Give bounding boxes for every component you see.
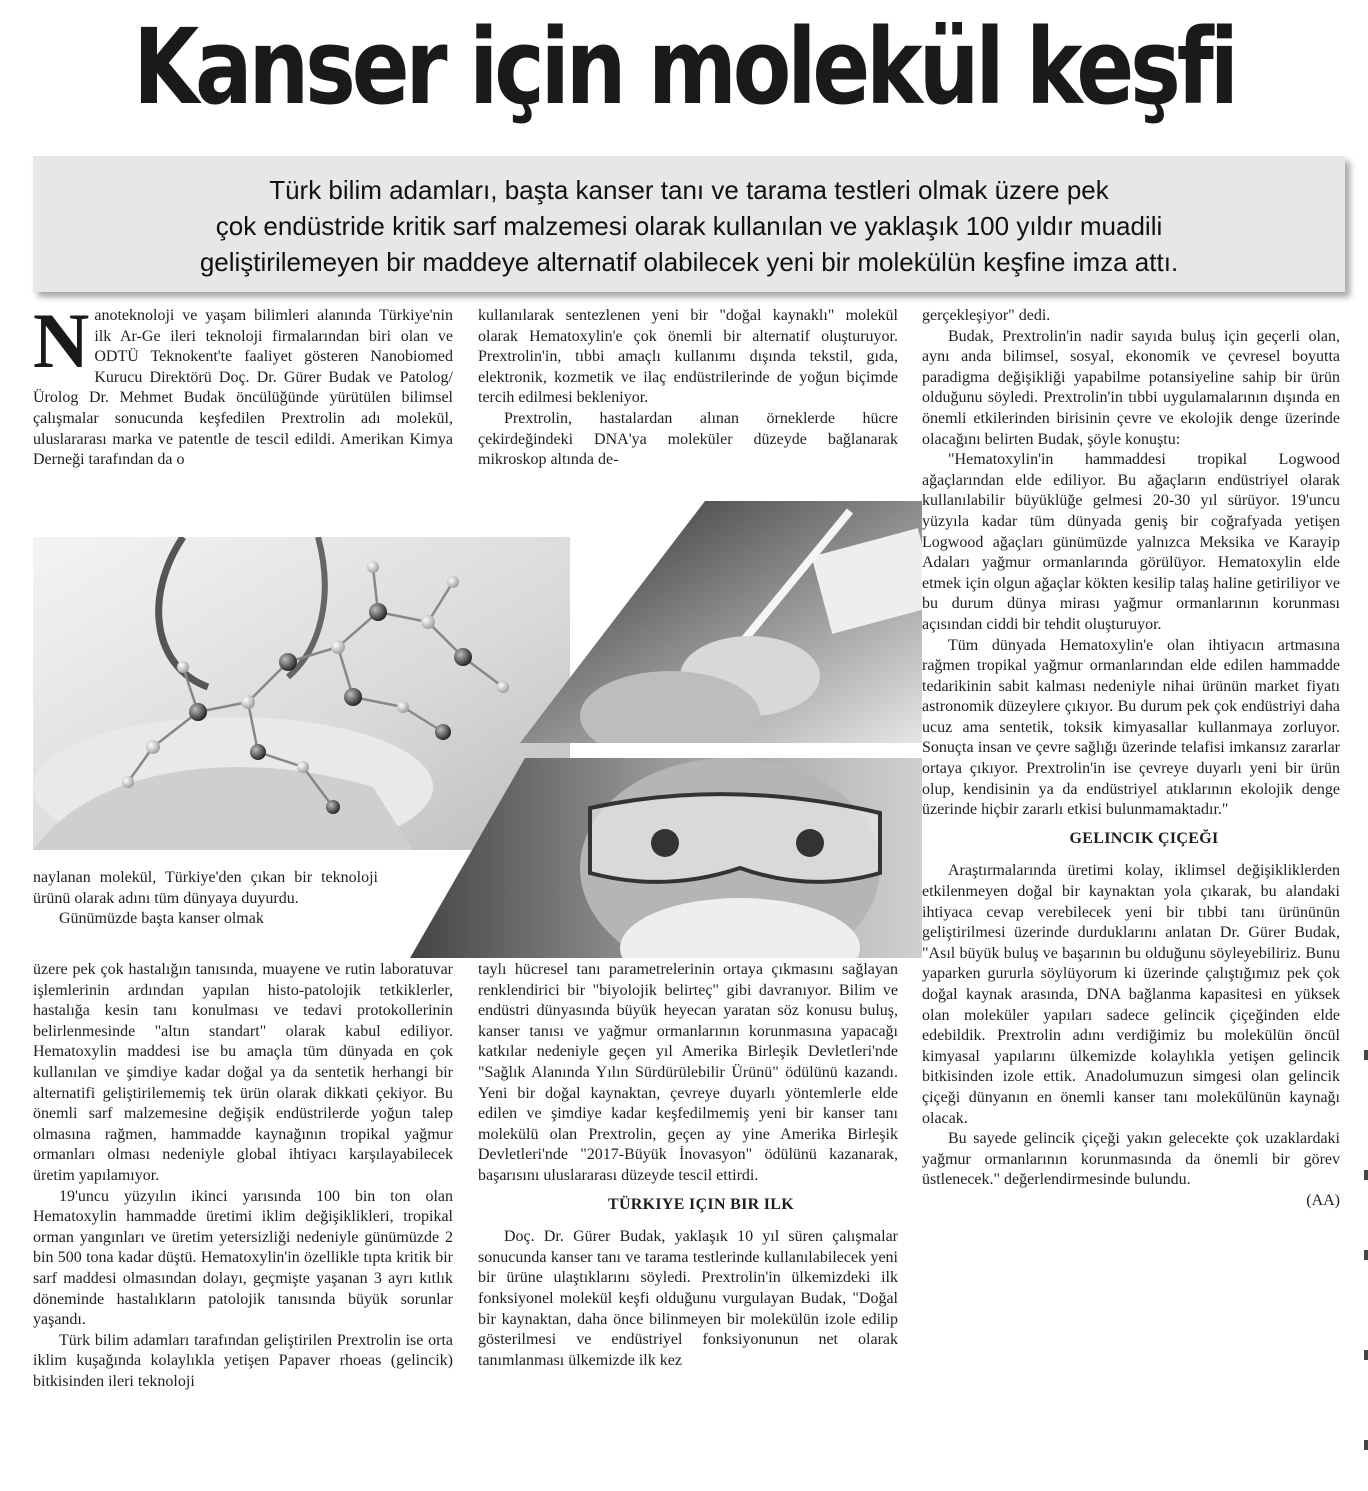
lead-line-3: geliştirilemeyen bir maddeye alternatif olabilecek yeni bir molekülün keşfine imza attı. <box>199 247 1179 277</box>
paragraph: üzere pek çok hastalığın tanısında, muayene ve rutin laboratuvar işlemlerinin ardından yapılan histo-patolojik tetkiklerler, hastalığa kesin tanı konulması ve tedavi protokollerinin belirlenmesinde "altın standart" olarak kabul ediliyor. Hematoxylin maddesi ise bu amaçla tüm dünyada en çok kullanılan ve şimdiye kadar doğal ya da sentetik herhangi bir alternatifi geliştirilememiş tek ürün olarak dikkati çekiyor. Bu önemli sarf malzemesine değişik endüstrilerde yoğun talep olmasına rağmen, hammadde kaynağının tropikal yağmur ormanları olması nedeniyle global ihtiyacı karşılayabilecek üretim yapılamıyor. <box>33 961 453 1184</box>
paragraph: Budak, Prextrolin'in nadir sayıda buluş için geçerli olan, aynı anda bilimsel, sosyal, ekonomik ve çevresel boyutta paradigma değişikliği yapabilme potansiyeline sahip bir ürün olduğunu söyledi. Prextrolin'in tıbbi uygulamalarının dışında en önemli etkilerinden birisinin çevre ve ekolojik denge üzerinde olacağını belirten Budak, şöyle konuştu: <box>922 327 1340 448</box>
paragraph: gerçekleşiyor" dedi. <box>922 307 1051 324</box>
lead-line-2: çok endüstride kritik sarf malzemesi olarak kullanılan ve yaklaşık 100 yıldır muadili <box>215 211 1163 241</box>
paragraph: Tüm dünyada Hematoxylin'e olan ihtiyacın artmasına rağmen tropikal yağmur ormanlarından elde edilen hammadde tedarikinin sabit kalması nedeniyle nihai ürünün market fiyatı astronomik düzeylere çıkıyor. Bu durum pek çok endüstriyi daha ucuz ama sentetik, toksik kimyasallar kullanmaya zorluyor. Sonuçta insan ve çevre sağlığı üzerinde telafisi imkansız zararlar ortaya çıkıyor. Prextrolin'in ise çevreye duyarlı yeni bir ürün olup, kendisinin ya da endüstriyel atıklarının ekolojik denge üzerinde hiçbir zararlı etkisi bulunmamaktadır." <box>922 636 1340 819</box>
agency-signature: (AA) <box>1306 1191 1340 1209</box>
lead-line-1: Türk bilim adamları, başta kanser tanı ve tarama testleri olmak üzere pek <box>269 175 1109 205</box>
intro-text: anoteknoloji ve yaşam bilimleri alanında Türkiye'nin ilk Ar-Ge ileri teknoloji firmalarından biri olan ve ODTÜ Teknokent'te faaliyet gösteren Nanobiomed Kurucu Direktörü Doç. Dr. Gürer Budak ve Patolog/Ürolog Dr. Mehmet Budak öncülüğünde yürütülen bilimsel çalışmalar sonucunda keşfedilen Prextrolin adı molekül, uluslararası marka ve patentle de tescil edildi. Amerikan Kimya Derneği tarafından da o <box>33 307 453 469</box>
column-1-bottom <box>33 960 453 1484</box>
paragraph: Türk bilim adamları tarafından geliştirilen Prextrolin ise orta iklim kuşağında kolaylıkla yetişen Papaver rhoeas (gelincik) bitkisinden ileri teknoloji <box>33 1331 453 1390</box>
paragraph: taylı hücresel tanı parametrelerinin ortaya çıkmasını sağlayan renklendirici bir "biyolojik belirteç" gibi davranıyor. Bilim ve endüstri dünyasında büyük heyecan yaratan söz konusu buluş, kanser tanısı ve yağmur ormanlarının korunmasına yapacağı katkılar nedeniyle geçen yıl Amerika Birleşik Devletleri'nde "Sağlık Alanında Yılın Sürdürülebilir Ürünü" ödülünü kazandı. Yeni bir doğal kaynaktan, çevreye duyarlı yöntemlerle elde edilen ve şimdiye kadar keşfedilmemiş yeni bir kanser tanı molekülü olan Prextrolin, geçen ay yine Amerika Birleşik Devletleri'nde "2017-Büyük İnovasyon" ödülünü kazanarak, başarısını uluslararası düzeyde tescil ettirdi. <box>478 961 898 1184</box>
paragraph: 19'uncu yüzyılın ikinci yarısında 100 bin ton olan Hematoxylin hammadde üretimi iklim değişiklikleri, tropikal orman yangınları ve üretim yetersizliği nedeniyle günümüzde 2 bin 500 tona kadar düştü. Hematoxylin'in özellikle tıpta kritik bir sarf maddesi olmasından dolayı, geçmişte yaşanan 3 ayrı kıtlık döneminde hastalıkların patolojik tanısında büyük sorunlar yaşandı. <box>33 1187 453 1329</box>
molecule-model-icon <box>33 537 570 850</box>
paragraph: naylanan molekül, Türkiye'den çıkan bir teknoloji ürünü olarak adını tüm dünyaya duyurdu. <box>33 869 378 907</box>
column-2-bottom <box>478 960 898 1484</box>
lead-box <box>33 156 1345 292</box>
column-3 <box>922 306 1340 1484</box>
paragraph: Günümüzde başta kanser olmak <box>59 910 264 928</box>
paragraph: Bu sayede gelincik çiçeği yakın gelecekte çok uzaklardaki yağmur ormanlarının korunmasında da önemli bir görev üstlenecek." değerlendirmesinde bulundu. <box>922 1130 1340 1189</box>
column-1-top <box>33 306 453 516</box>
paragraph: Araştırmalarında üretimi kolay, iklimsel değişikliklerden etkilenmeyen doğal bir kaynaktan yola çıkarak, bu alandaki ihtiyaca cevap verebilecek yeni bir tıbbi tanı ürününün geliştirilmesi üzerinde durduklarını anlatan Dr. Gürer Budak, "Asıl büyük buluş ve başarının bu olduğunu söyleyebiliriz. Bunu yaparken gururla söylüyorum ki üzerinde çalıştığımız pek çok doğal kaynak arasında, DNA bağlanma kapasitesi en yüksek olan moleküler yapıları sadece gelincik çiçeğinden elde edebildik. Prextrolin adını verdiğimiz bu molekülün öncül kimyasal yapılarını ülkemizde kolaylıkla yetişen gelincik bitkisinden izole ettik. Anadolumuzun simgesi olan gelincik çiçeği dünyanın en önemli kanser tanı molekülünün kaynağı olacak. <box>922 862 1340 1127</box>
paragraph: kullanılarak sentezlenen yeni bir "doğal kaynaklı" molekül olarak Hematoxylin'e çok önemli bir alternatif oluşturuyor. Prextrolin'in, tıbbi amaçlı kullanımı dışında tekstil, gıda, elektronik, kozmetik ve ilaç endüstrilerinde de yoğun biçimde tercih edilmesi bekleniyor. <box>478 307 898 407</box>
photo-pipette-lab <box>520 501 922 743</box>
subhead-gelincik: GELINCIK ÇIÇEĞI <box>1069 829 1219 847</box>
paragraph: Doç. Dr. Gürer Budak, yaklaşık 10 yıl süren çalışmalar sonucunda kanser tanı ve tarama testlerinde kullanılabilecek yeni bir ürüne ulaştıklarını söyledi. Prextrolin'in ülkemizdeki ilk fonksiyonel molekül keşfi olduğunu vurgulayan Budak, "Doğal bir kaynaktan, daha önce bilinmeyen bir molekülün izole edilip gösterilmesi ve endüstriyel fonksiyonunun net olarak tanımlanması ülkemizde ilk kez <box>478 1228 898 1369</box>
headline: Kanser için molekül keşfi <box>133 6 1235 128</box>
pipette-icon <box>520 501 922 743</box>
subhead-turkiye: TÜRKIYE IÇIN BIR ILK <box>607 1195 795 1213</box>
column-1-middle <box>33 868 378 960</box>
quote-paragraph: "Hematoxylin'in hammaddesi tropikal Logwood ağaçlarından elde ediliyor. Bu ağaçların endüstriyel olarak kullanılabilir büyüklüğe gelmesi 20-30 yıl sürüyor. 19'uncu yüzyıla kadar tüm dünyada geniş bir coğrafyada yetişen Logwood ağaçları günümüzde yalnızca Meksika ve Karayip Adaları yağmur ormanlarında görülüyor. Hematoxylin elde etmek için olgun ağaçlar kökten kesilip talaş haline getiriliyor ve bu durum dünya mirası yağmur ormanlarının korunması açısından ciddi bir tehdit oluşturuyor. <box>922 451 1340 633</box>
photo-molecule-model <box>33 537 570 850</box>
paragraph: Prextrolin, hastalardan alınan örneklerde hücre çekirdeğindeki DNA'ya moleküler düzeyde bağlanarak mikroskop altında de- <box>478 409 898 469</box>
drop-cap: N <box>33 306 90 384</box>
page-edge-marks <box>1362 1050 1368 1491</box>
column-2-top <box>478 306 898 501</box>
